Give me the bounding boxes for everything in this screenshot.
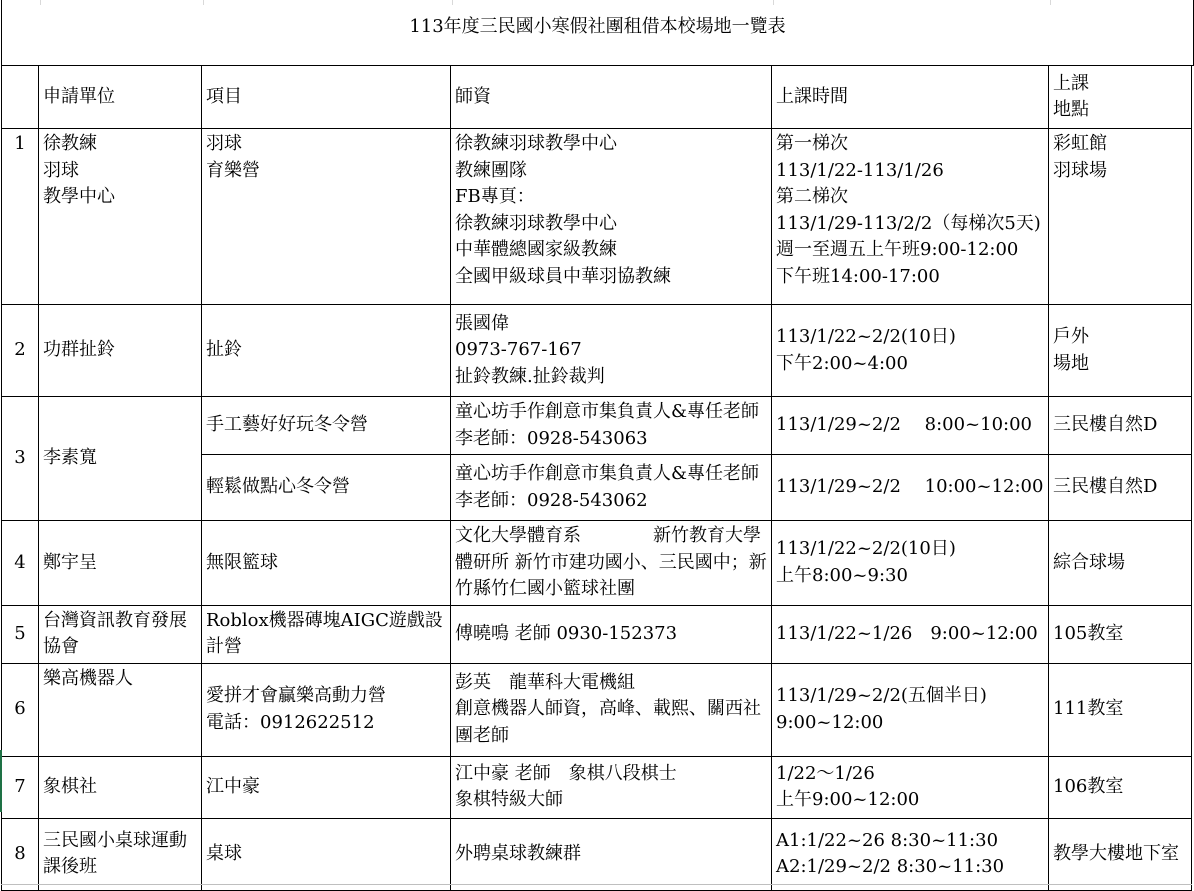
place-cell[interactable]: 111教室 [1049,663,1192,756]
place-cell[interactable]: 三民樓自然D [1049,455,1192,521]
time-cell[interactable]: 113/1/29~2/2 8:00~10:00 [772,397,1049,455]
table-row [2,521,1192,606]
place-cell[interactable]: 三民樓自然D [1049,397,1192,455]
row-number-cell[interactable]: 8 [2,818,39,890]
selected-row-marker [0,750,2,812]
sheet-title[interactable]: 113年度三民國小寒假社團租借本校場地一覽表 [1,0,1194,66]
place-cell[interactable]: 105教室 [1049,605,1192,663]
item-cell[interactable]: 江中豪 [202,756,451,818]
header-cell-item[interactable]: 項目 [202,66,451,129]
row-number-cell[interactable]: 3 [2,397,39,521]
table-row [2,605,1192,663]
place-cell[interactable]: 彩虹館 羽球場 [1049,129,1192,305]
row-number-cell[interactable]: 1 [2,129,39,305]
unit-cell[interactable]: 象棋社 [39,756,202,818]
unit-cell[interactable]: 樂高機器人 [39,663,202,756]
unit-cell[interactable]: 台灣資訊教育發展協會 [39,605,202,663]
header-cell-teacher[interactable]: 師資 [451,66,772,129]
item-cell[interactable]: 無限籃球 [202,521,451,606]
teacher-cell[interactable]: 文化大學體育系 新竹教育大學體研所 新竹市建功國小、三民國中；新竹縣竹仁國小籃球社團 [451,521,772,606]
teacher-cell[interactable]: 彭英 龍華科大電機組 創意機器人師資，高峰、載熙、關西社團老師 [451,663,772,756]
place-cell[interactable]: 教學大樓地下室 [1049,818,1192,890]
time-cell[interactable]: 113/1/22~1/26 9:00~12:00 [772,605,1049,663]
teacher-cell[interactable]: 江中豪 老師 象棋八段棋士 象棋特級大師 [451,756,772,818]
table-row [2,305,1192,397]
unit-cell[interactable]: 徐教練 羽球 教學中心 [39,129,202,305]
teacher-cell[interactable]: 外聘桌球教練群 [451,818,772,890]
unit-cell[interactable]: 三民國小桌球運動課後班 [39,818,202,890]
place-cell[interactable]: 綜合球場 [1049,521,1192,606]
header-cell-time[interactable]: 上課時間 [772,66,1049,129]
grid-line [1,884,1192,885]
item-cell[interactable]: 輕鬆做點心冬令營 [202,455,451,521]
item-cell[interactable]: 扯鈴 [202,305,451,397]
time-cell[interactable]: 113/1/29~2/2(五個半日) 9:00~12:00 [772,663,1049,756]
teacher-cell[interactable]: 童心坊手作創意市集負責人&專任老師 李老師：0928-543062 [451,455,772,521]
time-cell[interactable]: A1:1/22~26 8:30~11:30 A2:1/29~2/2 8:30~11:30 [772,818,1049,890]
place-cell[interactable]: 戶外 場地 [1049,305,1192,397]
table-row [2,129,1192,305]
venue-table [1,65,1192,891]
time-cell[interactable]: 113/1/22~2/2(10日) 上午8:00~9:30 [772,521,1049,606]
item-cell[interactable]: Roblox機器磚塊AIGC遊戲設計營 [202,605,451,663]
teacher-cell[interactable]: 徐教練羽球教學中心 教練團隊 FB專頁： 徐教練羽球教學中心 中華體總國家級教練 全國甲級球員中華羽協教練 [451,129,772,305]
row-number-cell[interactable]: 4 [2,521,39,606]
item-cell[interactable]: 手工藝好好玩冬令營 [202,397,451,455]
teacher-cell[interactable]: 童心坊手作創意市集負責人&專任老師 李老師：0928-543063 [451,397,772,455]
teacher-cell[interactable]: 傅曉鳴 老師 0930-152373 [451,605,772,663]
item-cell[interactable]: 愛拼才會贏樂高動力營 電話：0912622512 [202,663,451,756]
item-cell[interactable]: 羽球 育樂營 [202,129,451,305]
unit-cell[interactable]: 鄭宇呈 [39,521,202,606]
header-row [2,66,1192,129]
table-row [2,663,1192,756]
time-cell[interactable]: 1/22～1/26 上午9:00~12:00 [772,756,1049,818]
time-cell[interactable]: 第一梯次 113/1/22-113/1/26 第二梯次 113/1/29-113/2/2（每梯次5天) 週一至週五上午班9:00-12:00 下午班14:00-17:00 [772,129,1049,305]
time-cell[interactable]: 113/1/29~2/2 10:00~12:00 [772,455,1049,521]
table-row [2,397,1192,455]
time-cell[interactable]: 113/1/22~2/2(10日) 下午2:00~4:00 [772,305,1049,397]
row-number-cell[interactable]: 2 [2,305,39,397]
place-cell[interactable]: 106教室 [1049,756,1192,818]
row-number-cell[interactable]: 7 [2,756,39,818]
unit-cell[interactable]: 功群扯鈴 [39,305,202,397]
row-number-cell[interactable]: 5 [2,605,39,663]
table-row [2,756,1192,818]
teacher-cell[interactable]: 張國偉 0973-767-167 扯鈴教練.扯鈴裁判 [451,305,772,397]
row-number-cell[interactable]: 6 [2,663,39,756]
header-cell-place[interactable]: 上課 地點 [1049,66,1192,129]
item-cell[interactable]: 桌球 [202,818,451,890]
table-row [2,818,1192,890]
header-cell-number[interactable] [2,66,39,129]
header-cell-unit[interactable]: 申請單位 [39,66,202,129]
unit-cell[interactable]: 李素寬 [39,397,202,521]
